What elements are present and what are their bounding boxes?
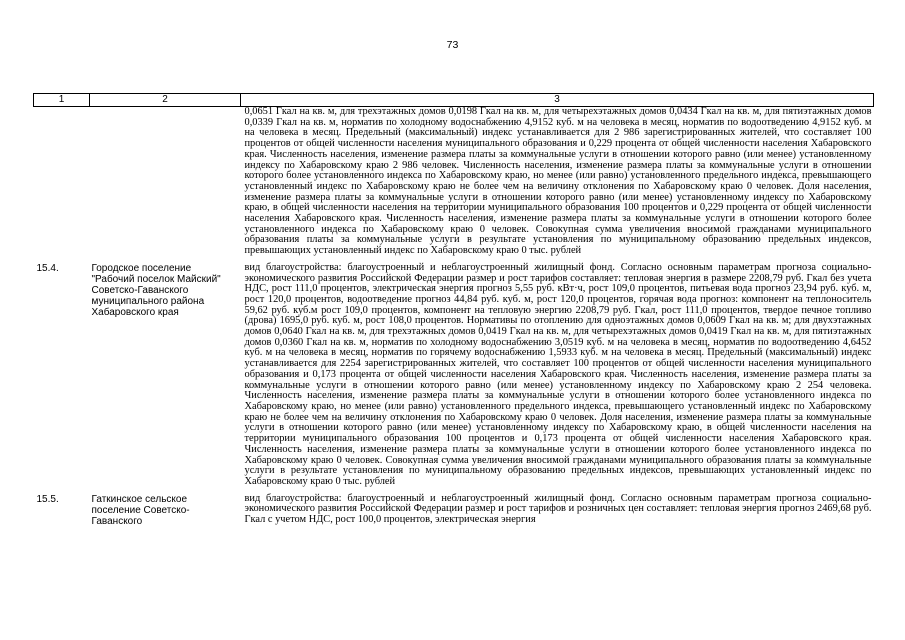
row-number: 15.5. bbox=[36, 493, 59, 505]
column-header-1: 1 bbox=[34, 94, 90, 107]
row-number bbox=[34, 107, 90, 257]
table-header bbox=[34, 94, 874, 107]
row-description: вид благоустройства: благоустроенный и неблагоустроенный жилищный фонд. Согласно основным параметрам прогноза социально-экономического развития Российской Федерации размер и рост тарифов и розничных цен составляет: тепловая энергия прогноз 2469,68 руб. Гкал с учетом НДС, рост 100,0 процентов, электрическая энергия bbox=[244, 492, 872, 526]
municipality-name: Городское поселение "Рабочий поселок Майский" Советско-Гаванского муниципального района Хабаровского края bbox=[91, 262, 221, 318]
document-table bbox=[33, 93, 874, 527]
table-row bbox=[34, 488, 874, 527]
municipality-name bbox=[90, 107, 241, 257]
row-number: 15.4. bbox=[36, 262, 59, 274]
table-row bbox=[34, 257, 874, 488]
page-number: 73 bbox=[446, 39, 459, 51]
column-header-3: 3 bbox=[241, 94, 874, 107]
row-description: 0,0651 Гкал на кв. м, для трехэтажных домов 0,0198 Гкал на кв. м, для четырехэтажных домов 0,0434 Гкал на кв. м, для пятиэтажных домов 0,0339 Гкал на кв. м, норматив по холодному водоснабжению 4,9152 куб. м на человека в месяц, норматив по водоотведению 4,9152 куб. м на человека в месяц. Предельный (максимальный) индекс устанавливается для 2 986 зарегистрированных жителей, что составляет 100 процентов от общей численности населения муниципального образования и 0,229 процента от общей численности населения Хабаровского края. Численность населения, изменение размера платы за коммунальные услуги в отношении которого равно (или менее) установленному индексу по Хабаровскому краю 2 986 человек. Численность населения, изменение размера платы за коммунальные услуги в отношении которого более установленного индекса по Хабаровскому краю, но менее (или равно) установленного предельного индекса, превышающего установленный индекс по Хабаровскому краю не более чем на величину отклонения по Хабаровскому краю 0 человек. Доля населения, изменение размера платы за коммунальные услуги в отношении которого равно (или менее) установленному индексу по Хабаровскому краю, в общей численности населения на территории муниципального образования 100 процентов и 0,229 процента от общей численности населения Хабаровского края. Численность населения, изменение размера платы за коммунальные услуги в отношении которого более установленного индекса по Хабаровскому краю 0 человек. Совокупная сумма увеличения вносимой гражданами муниципального образования платы за коммунальные услуги в результате установления по муниципальному образованию предельных индексов, превышающих установленный индекс по Хабаровскому краю 0 тыс. рублей bbox=[244, 106, 872, 257]
row-description: вид благоустройства: благоустроенный и неблагоустроенный жилищный фонд. Согласно основным параметрам прогноза социально-экономического развития Российской Федерации размер и рост тарифов составляет: тепловая энергия в размере 2208,79 руб. Гкал без учета НДС, рост 111,0 процентов, электрическая энергия прогноз 5,55 руб. кВт·ч, рост 109,0 процентов, питьевая вода прогноз 23,94 руб. куб. м, рост 120,0 процентов, водоотведение прогноз 44,84 руб. куб. м, рост 120,0 процентов, горячая вода прогноз: компонент на теплоноситель 59,62 руб. куб.м рост 109,0 процентов, компонент на тепловую энергию 2208,79 руб. Гкал, рост 111,0 процентов, твердое печное топливо (дрова) 1695,0 руб. куб. м, рост 108,0 процентов. Нормативы по отоплению для одноэтажных домов 0,0609 Гкал на кв. м; для двухэтажных домов 0,0640 Гкал на кв. м, для трехэтажных домов 0,0419 Гкал на кв. м, для четырехэтажных домов 0,0419 Гкал на кв. м, для пятиэтажных домов 0,0360 Гкал на кв. м, норматив по холодному водоснабжению 3,0519 куб. м на человека в месяц, норматив по водоотведению 4,6452 куб. м на человека в месяц, норматив по горячему водоснабжению 1,5933 куб. м на человека в месяц. Предельный (максимальный) индекс устанавливается для 2254 зарегистрированных жителей, что составляет 100 процентов от общей численности населения муниципального образования и 0,173 процента от общей численности населения Хабаровского края. Численность населения, изменение размера платы за коммунальные услуги в отношении которого равно (или менее) установленному индексу по Хабаровскому краю 2 254 человека. Численность населения, изменение размера платы за коммунальные услуги в отношении которого более установленного индекса по Хабаровскому краю, но менее (или равно) установленного предельного индекса, превышающего установленный индекс по Хабаровскому краю не более чем на величину отклонения по Хабаровскому краю 0 человек. Доля населения, изменение размера платы за коммунальные услуги в отношении которого равно (или менее) установленному индексу по Хабаровскому краю, в общей численности населения на территории муниципального образования 100 процентов и 0,173 процента от общей численности населения Хабаровского края. Численность населения, изменение размера платы за коммунальные услуги в отношении которого более установленного индекса по Хабаровскому краю 0 человек. Совокупная сумма увеличения вносимой гражданами муниципального образования платы за коммунальные услуги в результате установления по муниципальному образованию предельных индексов, превышающих установленный индекс по Хабаровскому краю 0 тыс. рублей bbox=[244, 261, 872, 487]
municipality-name: Гаткинское сельское поселение Советско-Гаванского bbox=[91, 493, 190, 527]
table-row bbox=[34, 107, 874, 257]
column-header-2: 2 bbox=[90, 94, 241, 107]
